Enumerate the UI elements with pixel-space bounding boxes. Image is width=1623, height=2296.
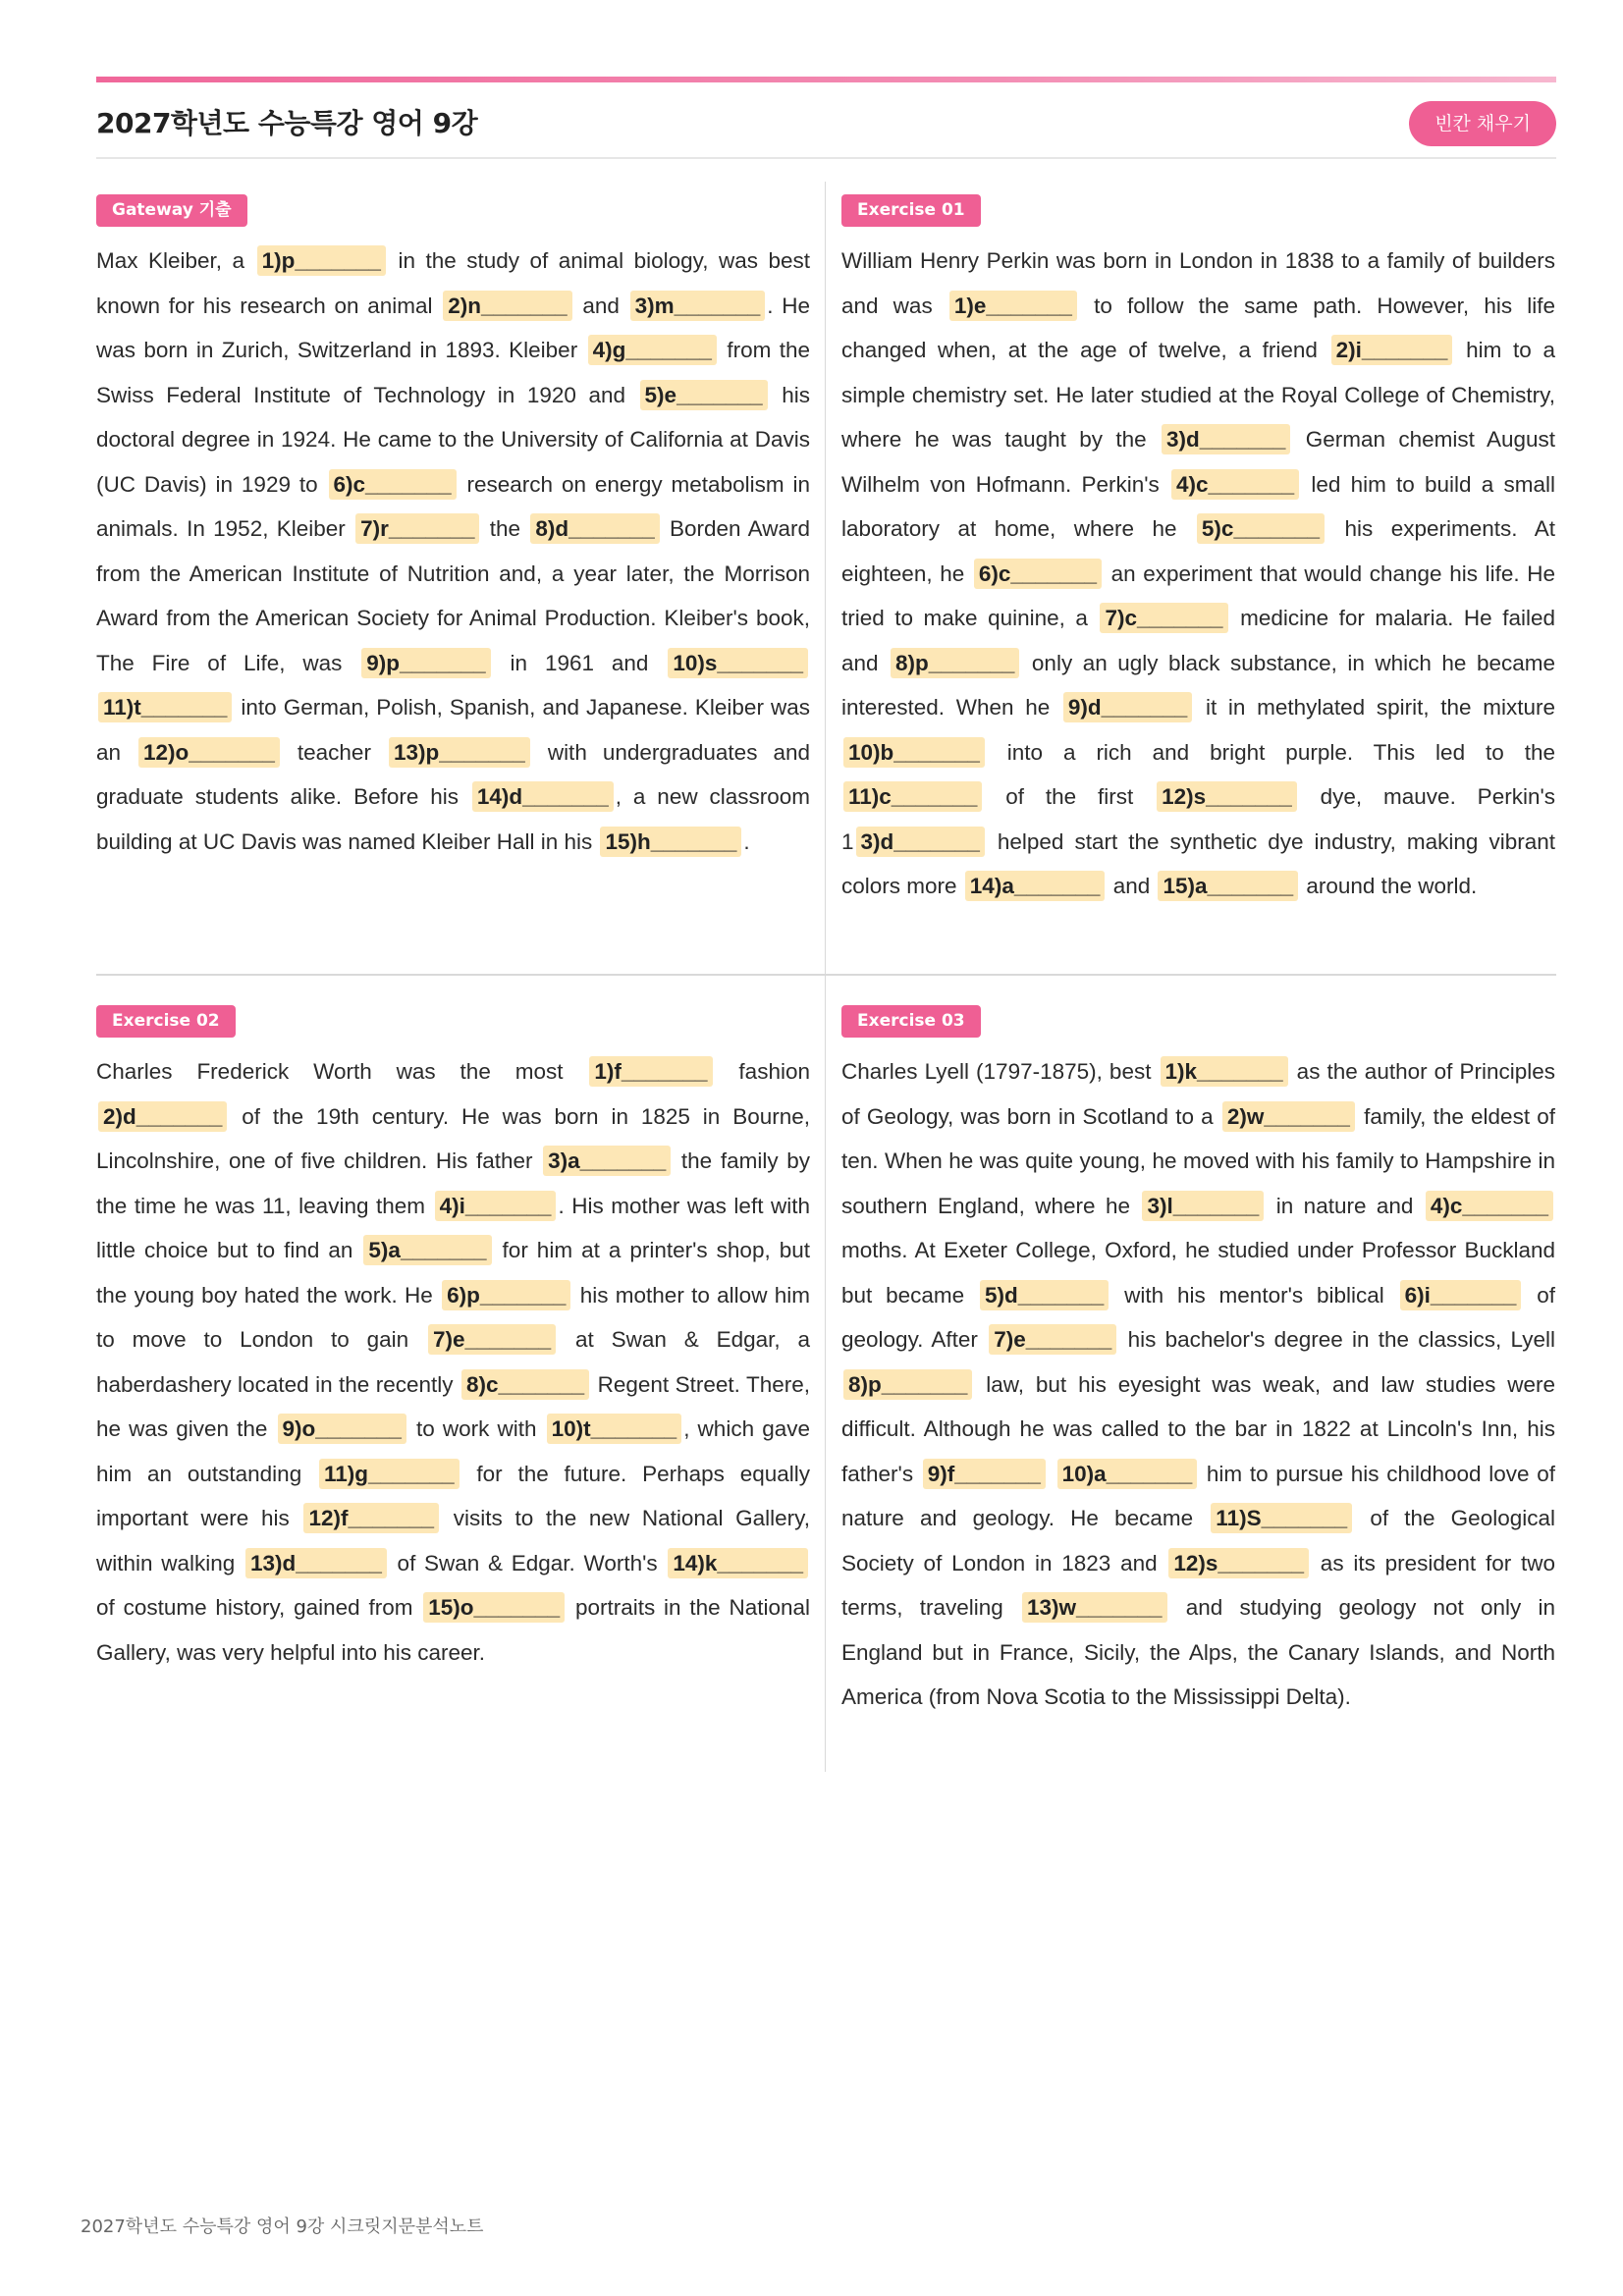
answer-blank: 2)d_______ xyxy=(98,1101,227,1132)
passage-run: in 1961 and xyxy=(492,650,667,675)
answer-blank: 4)g_______ xyxy=(588,335,717,365)
passage-run: around the world. xyxy=(1300,874,1478,898)
column-divider xyxy=(825,182,826,1772)
answer-blank: 2)w_______ xyxy=(1222,1101,1355,1132)
passage-run: for the future. Perhaps equally important were his xyxy=(96,1461,810,1530)
passage-run: and xyxy=(1107,874,1157,898)
passage-run: him to a simple chemistry set. He later studied at the Royal College of Chemistry, where he was taught by the xyxy=(841,338,1555,452)
passage-run: , a new classroom building at UC Davis was named Kleiber Hall in his xyxy=(96,784,810,854)
passage-run xyxy=(1048,1462,1055,1486)
answer-blank: 10)s_______ xyxy=(668,648,808,678)
answer-blank: 15)h_______ xyxy=(600,827,741,857)
passage-run: with his mentor's biblical xyxy=(1110,1282,1398,1308)
answer-blank: 8)p_______ xyxy=(891,648,1019,678)
answer-blank: 9)d_______ xyxy=(1063,692,1192,722)
passage-run: his bachelor's degree in the classics, Lyell xyxy=(1118,1327,1555,1352)
answer-blank: 4)i_______ xyxy=(435,1191,557,1221)
answer-blank: 8)c_______ xyxy=(461,1369,589,1400)
passage-run: him to pursue his childhood love of nature and geology. He became xyxy=(841,1461,1555,1530)
answer-blank: 10)t_______ xyxy=(547,1414,682,1444)
passage-run: . His mother was left with little choice but to find an xyxy=(96,1193,811,1262)
answer-blank: 12)o_______ xyxy=(138,737,280,768)
passage-run: helped start the synthetic dye industry, making vibrant colors more xyxy=(841,828,1555,898)
section-tag: Exercise 03 xyxy=(841,1005,981,1038)
fill-in-blank-badge: 빈칸 채우기 xyxy=(1409,101,1556,146)
passage-run: of the 19th century. He was born in 1825 in Bourne, Lincolnshire, one of five children. His father xyxy=(96,1103,810,1173)
passage-run: with undergraduates and graduate students alike. Before his xyxy=(96,739,810,809)
passage-run: . xyxy=(743,828,750,854)
passage-run: moths. At Exeter College, Oxford, he studied under Professor Buckland but became xyxy=(841,1238,1555,1308)
answer-blank: 8)p_______ xyxy=(843,1369,972,1400)
answer-blank: 12)f_______ xyxy=(303,1503,439,1533)
answer-blank: 14)a_______ xyxy=(965,871,1106,901)
passage-run: William Henry Perkin was born in London in 1838 to a family of builders and was xyxy=(841,248,1555,318)
answer-blank: 3)a_______ xyxy=(543,1146,671,1176)
section-tag: Exercise 01 xyxy=(841,194,981,227)
answer-blank: 10)b_______ xyxy=(843,737,985,768)
section-exercise-02 xyxy=(96,1005,810,1675)
answer-blank: 1)f_______ xyxy=(589,1056,712,1087)
answer-blank: 6)i_______ xyxy=(1400,1280,1522,1310)
answer-blank: 5)c_______ xyxy=(1197,513,1325,544)
answer-blank: 7)e_______ xyxy=(989,1324,1116,1355)
answer-blank: 5)e_______ xyxy=(640,380,768,410)
answer-blank: 1)p_______ xyxy=(257,245,386,276)
answer-blank: 7)r_______ xyxy=(355,513,479,544)
passage-run: his experiments. At eighteen, he xyxy=(841,516,1555,586)
passage-run: in nature and xyxy=(1266,1193,1424,1218)
passage-run: fashion xyxy=(714,1059,810,1084)
passage-run: visits to the new National Gallery, within walking xyxy=(96,1506,810,1575)
passage-run: Charles Frederick Worth was the most xyxy=(96,1059,588,1084)
passage-text xyxy=(841,1049,1555,1720)
answer-blank: 1)k_______ xyxy=(1161,1056,1288,1087)
answer-blank: 3)d_______ xyxy=(1162,424,1290,454)
passage-run: German chemist August Wilhelm von Hofmann. Perkin's xyxy=(841,427,1555,497)
passage-run: into a rich and bright purple. This led to the xyxy=(986,739,1555,765)
answer-blank: 15)o_______ xyxy=(423,1592,565,1623)
passage-run: research on energy metabolism in animals. In 1952, Kleiber xyxy=(96,471,810,541)
answer-blank: 14)k_______ xyxy=(668,1548,808,1578)
answer-blank: 7)c_______ xyxy=(1100,603,1227,633)
passage-text xyxy=(96,1049,810,1675)
answer-blank: 11)g_______ xyxy=(319,1459,460,1489)
passage-run: as the author of Principles of Geology, was born in Scotland to a xyxy=(841,1059,1555,1129)
answer-blank: 9)f_______ xyxy=(923,1459,1046,1489)
answer-blank: 12)s_______ xyxy=(1157,781,1297,812)
answer-blank: 6)p_______ xyxy=(442,1280,570,1310)
answer-blank: 13)d_______ xyxy=(245,1548,387,1578)
passage-run: family, the eldest of ten. When he was quite young, he moved with his family to Hampshire in southern England, where he xyxy=(841,1103,1555,1218)
answer-blank: 6)c_______ xyxy=(329,469,457,500)
passage-run: the xyxy=(481,516,529,541)
passage-run: into German, Polish, Spanish, and Japanese. Kleiber was an xyxy=(96,695,810,765)
answer-blank: 5)d_______ xyxy=(980,1280,1109,1310)
passage-run: in the study of animal biology, was best known for his research on animal xyxy=(96,248,810,318)
passage-run: , which gave him an outstanding xyxy=(96,1416,810,1486)
answer-blank: 2)n_______ xyxy=(443,291,571,321)
answer-blank: 3)l_______ xyxy=(1142,1191,1264,1221)
answer-blank: 13)p_______ xyxy=(389,737,530,768)
passage-text xyxy=(841,239,1555,909)
passage-run: to follow the same path. However, his life changed when, at the age of twelve, a friend xyxy=(841,293,1555,362)
passage-run: the family by the time he was 11, leaving them xyxy=(96,1148,810,1218)
answer-blank: 6)c_______ xyxy=(974,559,1102,589)
passage-run: at Swan & Edgar, a haberdashery located in the recently xyxy=(96,1327,810,1397)
passage-run: and studying geology not only in England but in France, Sicily, the Alps, the Canary Islands, and North America (from Nova Scotia to the Mississippi Delta). xyxy=(841,1595,1555,1709)
row-divider xyxy=(96,974,1556,976)
answer-blank: 4)c_______ xyxy=(1171,469,1299,500)
passage-run: of Swan & Edgar. Worth's xyxy=(388,1550,667,1575)
passage-run: Regent Street. There, he was given the xyxy=(96,1371,810,1441)
page-title: 2027학년도 수능특강 영어 9강 xyxy=(96,107,478,139)
passage-run: law, but his eyesight was weak, and law studies were difficult. Although he was called to the bar in 1822 at Lincoln's Inn, his father's xyxy=(841,1371,1555,1486)
passage-run: of geology. After xyxy=(841,1282,1556,1352)
passage-run: Borden Award from the American Institute of Nutrition and, a year later, the Morrison Award from the American Society for Animal Production. Kleiber's book, The Fire of Life, was xyxy=(96,516,811,675)
passage-run: as its president for two terms, traveling xyxy=(841,1550,1555,1620)
passage-run: for him at a printer's shop, but the young boy hated the work. He xyxy=(96,1238,810,1308)
passage-run: dye, mauve. Perkin's 1 xyxy=(841,784,1556,854)
passage-run: of costume history, gained from xyxy=(96,1595,422,1620)
passage-run: led him to build a small laboratory at home, where he xyxy=(841,471,1555,541)
answer-blank: 15)a_______ xyxy=(1158,871,1298,901)
passage-run: medicine for malaria. He failed and xyxy=(841,606,1555,675)
passage-text xyxy=(96,239,810,864)
answer-blank: 9)o_______ xyxy=(278,1414,406,1444)
passage-run: from the Swiss Federal Institute of Technology in 1920 and xyxy=(96,338,810,407)
answer-blank: 2)i_______ xyxy=(1331,335,1453,365)
passage-run: his doctoral degree in 1924. He came to the University of California at Davis (UC Davis) in 1929 to xyxy=(96,382,810,497)
passage-run: an experiment that would change his life. He tried to make quinine, a xyxy=(841,561,1555,630)
answer-blank: 13)w_______ xyxy=(1022,1592,1167,1623)
section-tag: Gateway 기출 xyxy=(96,194,247,227)
answer-blank: 11)c_______ xyxy=(843,781,982,812)
answer-blank: 8)d_______ xyxy=(530,513,659,544)
passage-run: and xyxy=(573,293,628,318)
answer-blank: 4)c_______ xyxy=(1426,1191,1553,1221)
answer-blank: 9)p_______ xyxy=(361,648,490,678)
answer-blank: 3)m_______ xyxy=(630,291,766,321)
answer-blank: 7)e_______ xyxy=(428,1324,556,1355)
passage-run: portraits in the National Gallery, was very helpful into his career. xyxy=(96,1595,811,1665)
passage-run: of the first xyxy=(984,784,1156,809)
answer-blank: 12)s_______ xyxy=(1168,1548,1309,1578)
passage-run: to work with xyxy=(407,1416,545,1441)
answer-blank: 14)d_______ xyxy=(472,781,614,812)
section-tag: Exercise 02 xyxy=(96,1005,236,1038)
passage-run: it in methylated spirit, the mixture xyxy=(1194,695,1555,720)
answer-blank: 5)a_______ xyxy=(363,1235,491,1265)
footer-text: 2027학년도 수능특강 영어 9강 시크릿지문분석노트 xyxy=(81,2216,484,2237)
answer-blank: 3)d_______ xyxy=(856,827,985,857)
header-divider xyxy=(96,157,1556,159)
passage-run: Charles Lyell (1797-1875), best xyxy=(841,1059,1159,1084)
passage-run: of the Geological Society of London in 1823 and xyxy=(841,1506,1555,1575)
section-gateway xyxy=(96,194,810,864)
passage-run: teacher xyxy=(281,739,387,765)
top-accent-rule xyxy=(96,77,1556,82)
answer-blank: 10)a_______ xyxy=(1057,1459,1198,1489)
answer-blank: 1)e_______ xyxy=(949,291,1077,321)
answer-blank: 11)S_______ xyxy=(1211,1503,1352,1533)
passage-run: only an ugly black substance, in which he became interested. When he xyxy=(841,650,1555,720)
passage-run: his mother to allow him to move to London to gain xyxy=(96,1282,811,1352)
passage-run: Max Kleiber, a xyxy=(96,248,255,273)
section-exercise-03 xyxy=(841,1005,1555,1720)
passage-run: . He was born in Zurich, Switzerland in 1893. Kleiber xyxy=(96,293,810,362)
section-exercise-01 xyxy=(841,194,1555,909)
answer-blank: 11)t_______ xyxy=(98,692,232,722)
